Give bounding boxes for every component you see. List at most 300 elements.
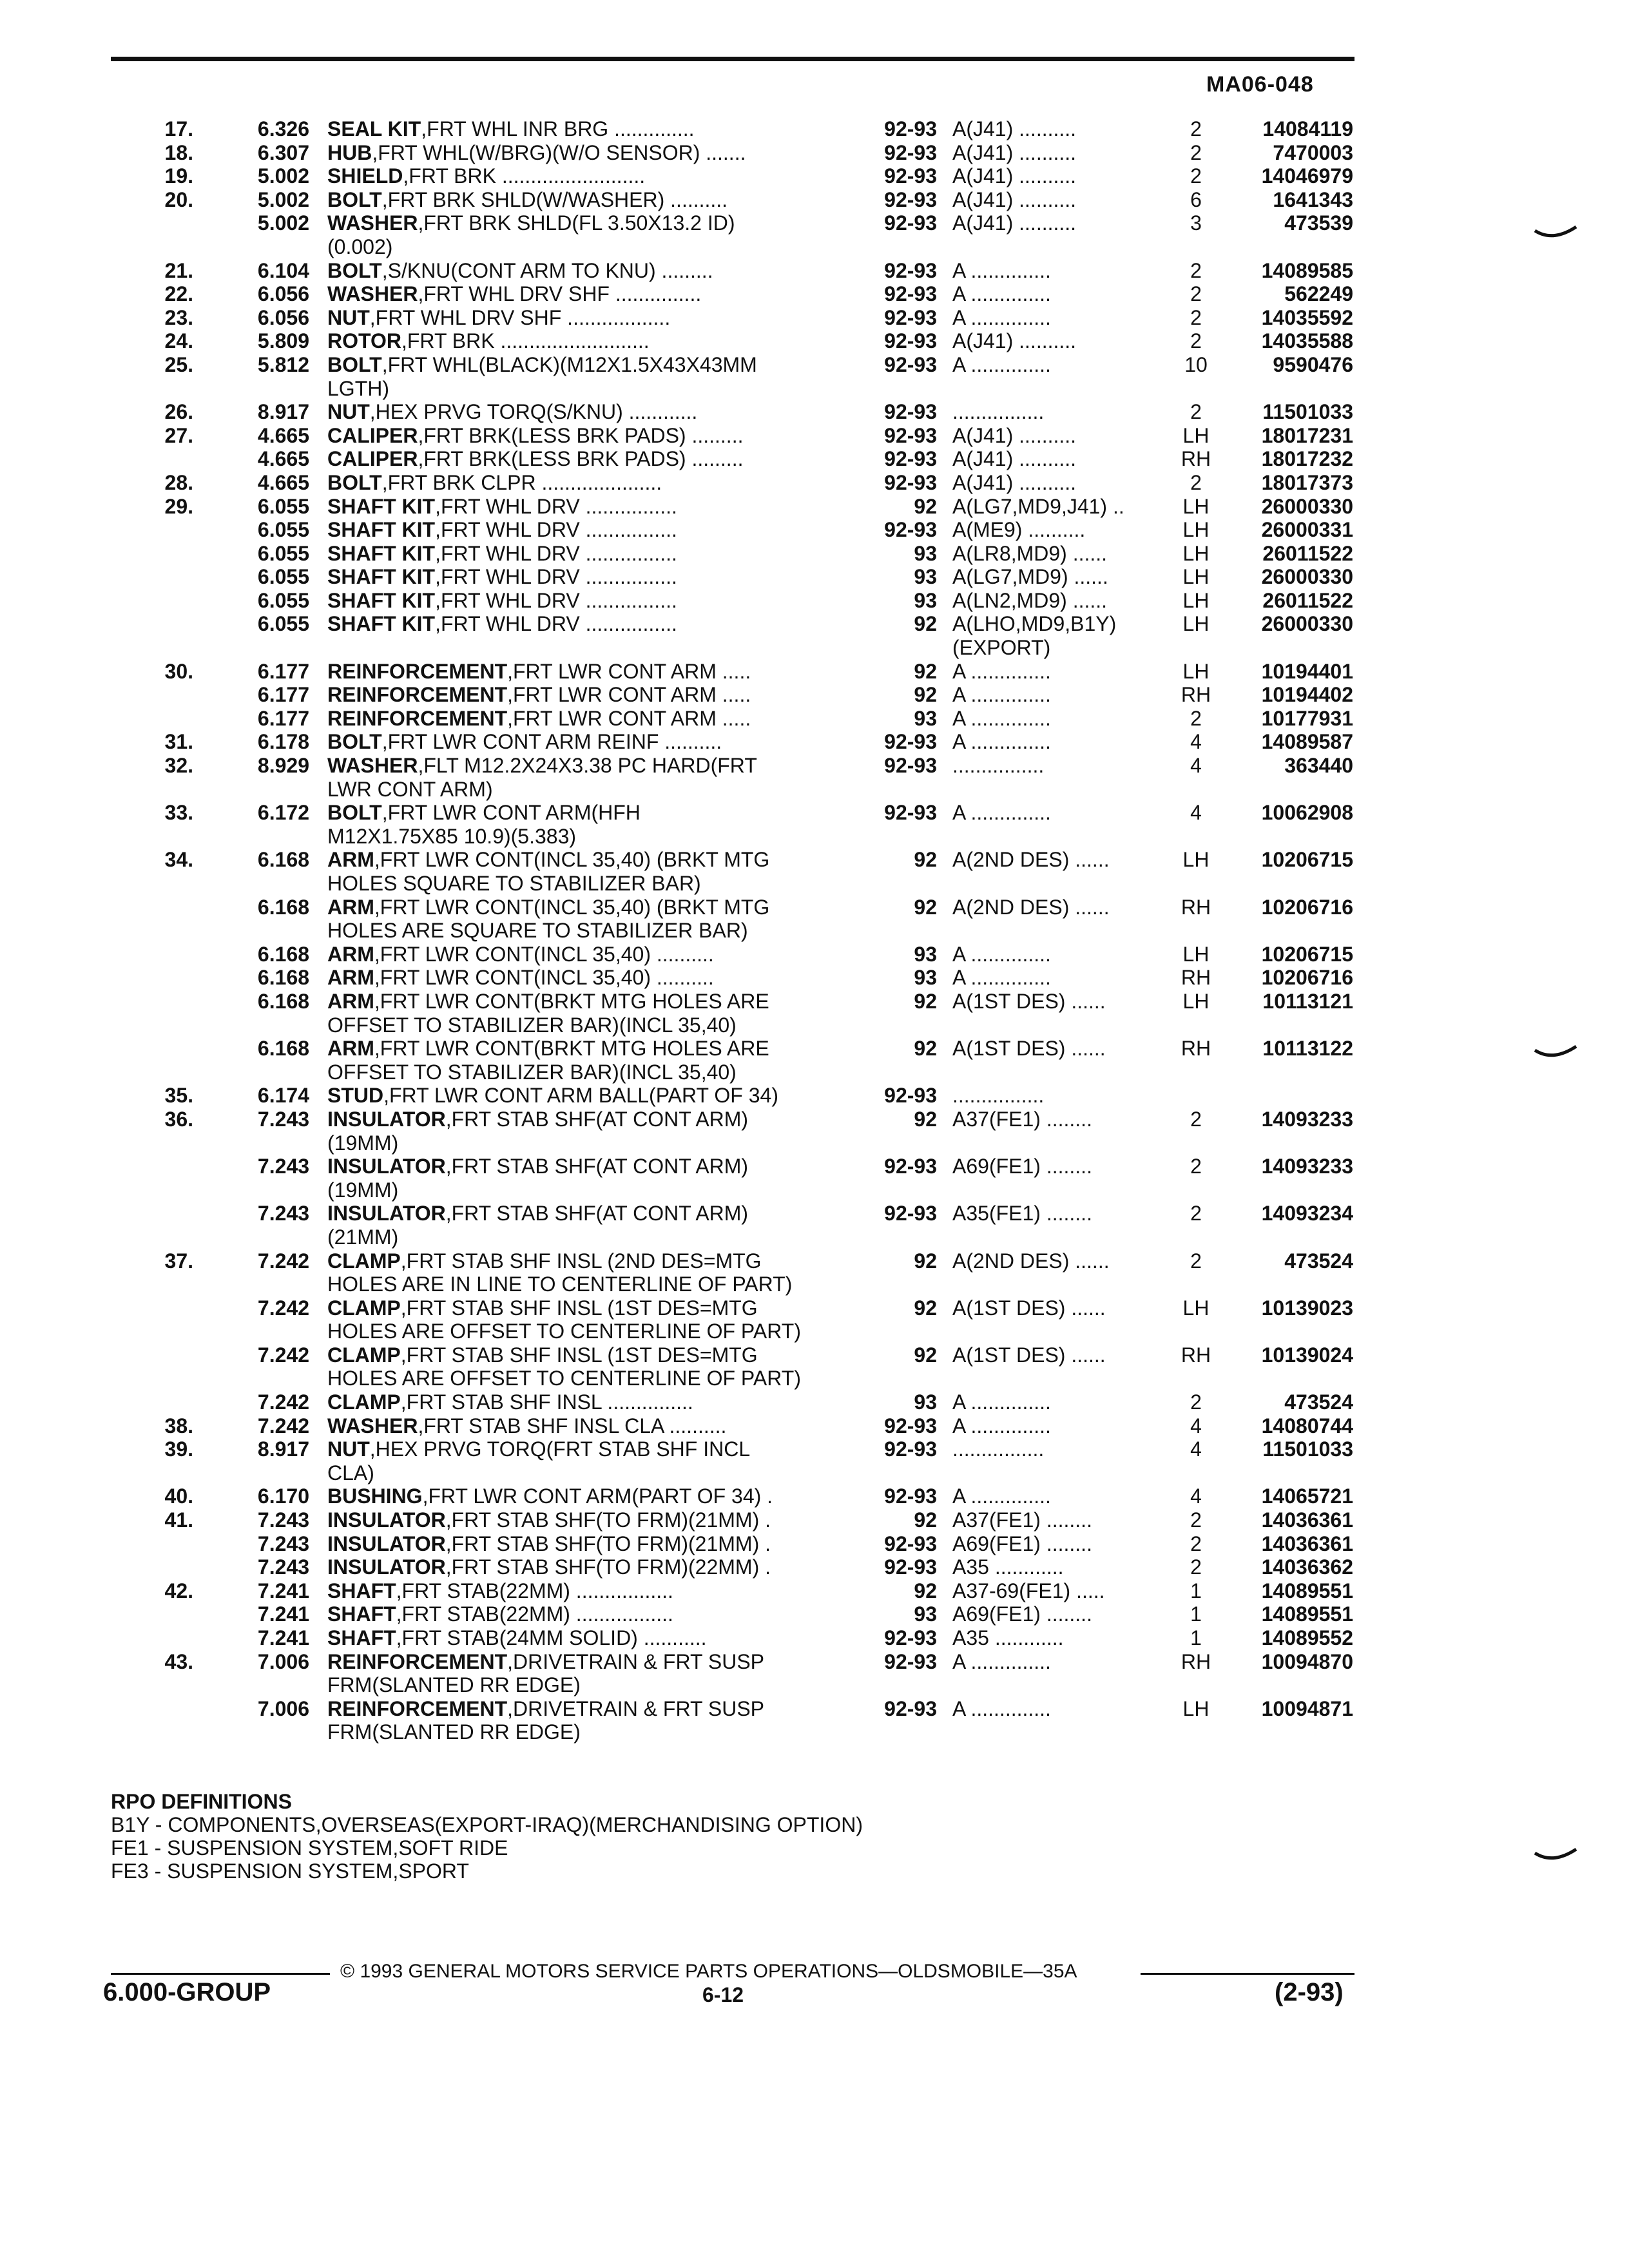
part-name: BOLT <box>327 730 382 754</box>
part-detail: ,FRT LWR CONT(BRKT MTG HOLES ARE <box>374 989 769 1013</box>
part-row <box>0 1131 1629 1155</box>
part-number: 10113122 <box>1262 1037 1353 1061</box>
part-number: 14093234 <box>1261 1202 1353 1225</box>
part-row <box>0 707 1629 731</box>
part-description <box>327 164 645 188</box>
application: A .............. <box>952 706 1051 730</box>
copyright-text: © 1993 GENERAL MOTORS SERVICE PARTS OPERATIONS—OLDSMOBILE—35A <box>340 1961 1077 1982</box>
model-years: 93 <box>914 1390 937 1414</box>
part-number: 14035588 <box>1261 329 1353 353</box>
group-number: 5.002 <box>257 164 309 188</box>
part-description <box>327 542 677 566</box>
part-detail: ,FRT LWR CONT(INCL 35,40) (BRKT MTG <box>374 848 770 872</box>
application: A(LN2,MD9) ...... <box>952 588 1108 612</box>
part-number: 10062908 <box>1261 801 1353 825</box>
part-description <box>327 1508 771 1532</box>
part-row <box>0 1225 1629 1249</box>
quantity: LH <box>1182 423 1210 447</box>
application: A37-69(FE1) ..... <box>952 1579 1105 1602</box>
group-number: 7.243 <box>257 1555 309 1579</box>
ref-number: 21. <box>164 258 193 282</box>
part-detail: HOLES ARE OFFSET TO CENTERLINE OF PART) <box>327 1367 801 1390</box>
application: A(LHO,MD9,B1Y) <box>952 612 1117 636</box>
part-detail: ,FRT BRK .......................... <box>401 329 650 353</box>
part-row <box>0 825 1629 849</box>
rpo-definitions <box>111 1790 863 1883</box>
part-number: 10139023 <box>1261 1296 1353 1320</box>
part-number: 11501033 <box>1262 400 1353 424</box>
part-description <box>327 1437 750 1461</box>
part-row <box>0 565 1629 589</box>
part-detail: ,FRT WHL DRV ................ <box>435 541 677 565</box>
part-row <box>0 754 1629 778</box>
part-number: 14089551 <box>1261 1602 1353 1626</box>
part-name: WASHER <box>327 211 418 235</box>
part-name: ARM <box>327 966 374 990</box>
part-row <box>0 1485 1629 1508</box>
quantity: RH <box>1181 1037 1211 1061</box>
part-detail: ,FRT LWR CONT ARM ..... <box>507 683 751 707</box>
rpo-line: B1Y - COMPONENTS,OVERSEAS(EXPORT-IRAQ)(MERCHANDISING OPTION) <box>111 1813 863 1836</box>
model-years: 92-93 <box>884 470 937 494</box>
quantity: 4 <box>1190 754 1202 778</box>
application: A(J41) .......... <box>952 187 1077 211</box>
part-name: ROTOR <box>327 329 401 353</box>
ref-number: 22. <box>164 282 193 306</box>
part-number: 26000330 <box>1261 612 1353 636</box>
group-number: 7.241 <box>257 1602 309 1626</box>
footer-rule-right <box>1141 1973 1354 1975</box>
part-name: ARM <box>327 848 374 872</box>
application: A(J41) .......... <box>952 329 1077 353</box>
ref-number: 33. <box>164 801 193 825</box>
part-row <box>0 1461 1629 1485</box>
group-number: 7.006 <box>257 1696 309 1720</box>
application: A(J41) .......... <box>952 447 1077 471</box>
model-years: 92 <box>914 1107 937 1131</box>
part-description <box>327 1673 581 1697</box>
model-years: 92-93 <box>884 1155 937 1178</box>
part-description <box>327 424 743 448</box>
part-detail: ,HEX PRVG TORQ(FRT STAB SHF INCL <box>369 1437 751 1461</box>
part-number: 14089587 <box>1261 730 1353 754</box>
model-years: 93 <box>914 706 937 730</box>
ref-number: 37. <box>164 1249 193 1273</box>
application: A .............. <box>952 1485 1051 1508</box>
part-row <box>0 1367 1629 1390</box>
model-years: 92-93 <box>884 518 937 542</box>
ref-number: 20. <box>164 187 193 211</box>
part-description <box>327 754 757 778</box>
part-row <box>0 612 1629 636</box>
ref-number: 25. <box>164 352 193 376</box>
model-years: 92-93 <box>884 258 937 282</box>
part-detail: ,FRT STAB SHF INSL ............... <box>400 1390 693 1414</box>
part-description <box>327 306 670 330</box>
part-name: CLAMP <box>327 1296 401 1320</box>
part-description <box>327 1202 748 1225</box>
group-number: 6.056 <box>257 305 309 329</box>
quantity: LH <box>1182 848 1210 872</box>
part-description <box>327 1249 762 1273</box>
group-number: 7.243 <box>257 1155 309 1178</box>
quantity: 1 <box>1190 1602 1202 1626</box>
part-name: SEAL KIT <box>327 117 421 140</box>
part-description <box>327 1602 673 1626</box>
part-name: INSULATOR <box>327 1555 446 1579</box>
ref-number: 42. <box>164 1579 193 1602</box>
part-number: 14036361 <box>1261 1508 1353 1532</box>
rpo-line: FE1 - SUSPENSION SYSTEM,SOFT RIDE <box>111 1836 508 1860</box>
quantity: 2 <box>1190 1555 1202 1579</box>
part-description <box>327 1390 693 1414</box>
ref-number: 19. <box>164 164 193 188</box>
part-number: 14093233 <box>1261 1155 1353 1178</box>
application: A .............. <box>952 966 1051 990</box>
model-years: 92 <box>914 1579 937 1602</box>
part-detail: HOLES SQUARE TO STABILIZER BAR) <box>327 872 701 895</box>
part-detail: CLA) <box>327 1461 374 1485</box>
quantity: 2 <box>1190 117 1202 140</box>
part-name: WASHER <box>327 754 418 778</box>
group-number: 7.243 <box>257 1532 309 1555</box>
part-row <box>0 1673 1629 1697</box>
quantity: LH <box>1182 989 1210 1013</box>
model-years: 92-93 <box>884 305 937 329</box>
application: A35(FE1) ........ <box>952 1202 1092 1225</box>
part-row <box>0 1626 1629 1650</box>
part-number: 10206715 <box>1261 848 1353 872</box>
group-number: 6.168 <box>257 942 309 966</box>
part-number: 10206715 <box>1261 942 1353 966</box>
quantity: RH <box>1181 683 1211 707</box>
part-number: 14036361 <box>1261 1532 1353 1555</box>
group-number: 6.168 <box>257 848 309 872</box>
part-number: 473524 <box>1284 1390 1353 1414</box>
part-row <box>0 329 1629 353</box>
part-row <box>0 1296 1629 1320</box>
application: A(J41) .......... <box>952 211 1077 235</box>
part-number: 18017231 <box>1261 423 1353 447</box>
quantity: 2 <box>1190 1155 1202 1178</box>
quantity: 2 <box>1190 706 1202 730</box>
part-detail: HOLES ARE SQUARE TO STABILIZER BAR) <box>327 919 748 943</box>
application: ................ <box>952 1437 1045 1461</box>
part-row <box>0 1014 1629 1037</box>
margin-check-mark <box>1534 1045 1579 1062</box>
application: A69(FE1) ........ <box>952 1532 1092 1555</box>
part-detail: ,FRT STAB(22MM) ................. <box>396 1602 673 1626</box>
part-description <box>327 1178 398 1202</box>
part-description <box>327 141 746 165</box>
part-description <box>327 400 697 424</box>
part-description <box>327 1485 773 1508</box>
part-description <box>327 495 677 519</box>
part-description <box>327 188 728 212</box>
group-number: 6.056 <box>257 282 309 306</box>
part-detail: ,FRT WHL INR BRG .............. <box>421 117 695 140</box>
part-name: CALIPER <box>327 423 418 447</box>
part-row <box>0 636 1629 660</box>
model-years: 92 <box>914 612 937 636</box>
part-row <box>0 683 1629 707</box>
part-number: 14093233 <box>1261 1107 1353 1131</box>
part-name: CLAMP <box>327 1249 401 1273</box>
model-years: 92 <box>914 989 937 1013</box>
group-number: 8.929 <box>257 754 309 778</box>
group-number: 6.055 <box>257 518 309 542</box>
model-years: 92-93 <box>884 1626 937 1649</box>
part-description <box>327 896 769 919</box>
group-number: 6.177 <box>257 659 309 683</box>
quantity: RH <box>1181 895 1211 919</box>
part-number: 14036362 <box>1261 1555 1353 1579</box>
part-number: 10177931 <box>1261 706 1353 730</box>
application: A(LG7,MD9) ...... <box>952 565 1108 589</box>
ref-number: 35. <box>164 1084 193 1108</box>
part-number: 10094870 <box>1261 1649 1353 1673</box>
part-description <box>327 1650 764 1674</box>
rpo-line: FE3 - SUSPENSION SYSTEM,SPORT <box>111 1860 469 1883</box>
part-name: NUT <box>327 400 370 424</box>
date-code: (2-93) <box>1275 1978 1344 2006</box>
part-row <box>0 1437 1629 1461</box>
part-number: 1641343 <box>1273 187 1353 211</box>
part-description <box>327 1720 581 1744</box>
ref-number: 30. <box>164 659 193 683</box>
part-number: 473524 <box>1284 1249 1353 1273</box>
part-name: CALIPER <box>327 447 418 471</box>
part-detail: ,S/KNU(CONT ARM TO KNU) ......... <box>381 258 713 282</box>
part-detail: ,FRT WHL DRV SHF .................. <box>369 305 671 329</box>
model-years: 92-93 <box>884 754 937 778</box>
part-detail: ,FRT WHL DRV ................ <box>435 612 677 636</box>
application: A35 ............ <box>952 1555 1064 1579</box>
part-name: REINFORCEMENT <box>327 1649 508 1673</box>
rpo-title: RPO DEFINITIONS <box>111 1790 292 1813</box>
model-years: 92-93 <box>884 1532 937 1555</box>
part-name: SHAFT KIT <box>327 612 436 636</box>
ref-number: 27. <box>164 423 193 447</box>
part-name: CLAMP <box>327 1343 401 1367</box>
part-number: 363440 <box>1284 754 1353 778</box>
part-detail: HOLES ARE OFFSET TO CENTERLINE OF PART) <box>327 1320 801 1343</box>
model-years: 92-93 <box>884 1485 937 1508</box>
part-row <box>0 589 1629 613</box>
part-description <box>327 1555 771 1579</box>
part-description <box>327 1367 801 1390</box>
model-years: 92-93 <box>884 1555 937 1579</box>
part-name: SHAFT KIT <box>327 565 436 589</box>
model-years: 93 <box>914 1602 937 1626</box>
application: ................ <box>952 754 1045 778</box>
group-number: 6.170 <box>257 1485 309 1508</box>
quantity: LH <box>1182 588 1210 612</box>
quantity: 4 <box>1190 1485 1202 1508</box>
quantity: 4 <box>1190 801 1202 825</box>
quantity: 2 <box>1190 140 1202 164</box>
part-row <box>0 1084 1629 1108</box>
application: A(ME9) .......... <box>952 518 1086 542</box>
ref-number: 18. <box>164 140 193 164</box>
group-number: 5.809 <box>257 329 309 353</box>
group-number: 6.055 <box>257 541 309 565</box>
part-description <box>327 1014 737 1037</box>
model-years: 92-93 <box>884 1414 937 1437</box>
part-detail: ,FRT STAB SHF INSL (2ND DES=MTG <box>400 1249 762 1273</box>
part-row <box>0 188 1629 212</box>
group-number: 6.307 <box>257 140 309 164</box>
part-detail: ,FRT LWR CONT(INCL 35,40) .......... <box>374 942 714 966</box>
application: A(LG7,MD9,J41) .. <box>952 494 1124 518</box>
group-number: 6.055 <box>257 612 309 636</box>
quantity: 2 <box>1190 1202 1202 1225</box>
application: A .............. <box>952 1696 1051 1720</box>
application: A(LR8,MD9) ...... <box>952 541 1108 565</box>
model-years: 92-93 <box>884 1437 937 1461</box>
part-detail: ,FLT M12.2X24X3.38 PC HARD(FRT <box>418 754 757 778</box>
application: A37(FE1) ........ <box>952 1107 1092 1131</box>
model-years: 92-93 <box>884 1696 937 1720</box>
part-row <box>0 400 1629 424</box>
part-detail: ,FRT BRK ......................... <box>403 164 646 188</box>
application: A(J41) .......... <box>952 470 1077 494</box>
group-number: 7.243 <box>257 1202 309 1225</box>
part-number: 14080744 <box>1261 1414 1353 1437</box>
part-detail: ,FRT STAB SHF INSL (1ST DES=MTG <box>400 1343 758 1367</box>
part-number: 26000330 <box>1261 494 1353 518</box>
quantity: 4 <box>1190 1414 1202 1437</box>
part-description <box>327 1461 374 1485</box>
part-name: BOLT <box>327 258 382 282</box>
group-number: 7.242 <box>257 1296 309 1320</box>
model-years: 92 <box>914 848 937 872</box>
part-row <box>0 1249 1629 1273</box>
part-row <box>0 306 1629 330</box>
part-detail: (21MM) <box>327 1225 399 1249</box>
ref-number: 24. <box>164 329 193 353</box>
quantity: 2 <box>1190 329 1202 353</box>
quantity: RH <box>1181 966 1211 990</box>
model-years: 92-93 <box>884 801 937 825</box>
parts-list <box>0 117 1629 1744</box>
part-detail: (0.002) <box>327 235 393 258</box>
part-description <box>327 211 735 235</box>
part-name: SHAFT KIT <box>327 541 436 565</box>
part-detail: ,FRT LWR CONT ARM BALL(PART OF 34) <box>383 1084 778 1108</box>
model-years: 92-93 <box>884 187 937 211</box>
part-row <box>0 424 1629 448</box>
part-row <box>0 990 1629 1014</box>
part-description <box>327 471 662 495</box>
part-row <box>0 1061 1629 1084</box>
part-description <box>327 589 677 613</box>
part-description <box>327 1225 398 1249</box>
part-detail: ,FRT STAB SHF(TO FRM)(21MM) . <box>445 1532 771 1555</box>
part-description <box>327 990 769 1014</box>
application: A .............. <box>952 942 1051 966</box>
part-row <box>0 1108 1629 1131</box>
application: A35 ............ <box>952 1626 1064 1649</box>
part-number: 10206716 <box>1261 966 1353 990</box>
part-detail: (19MM) <box>327 1178 399 1202</box>
part-row <box>0 353 1629 377</box>
part-row <box>0 1320 1629 1343</box>
part-name: BUSHING <box>327 1485 423 1508</box>
application: A(2ND DES) ...... <box>952 1249 1110 1273</box>
part-description <box>327 1155 748 1178</box>
model-years: 92 <box>914 659 937 683</box>
part-name: INSULATOR <box>327 1508 446 1532</box>
ref-number: 40. <box>164 1485 193 1508</box>
part-name: SHAFT KIT <box>327 588 436 612</box>
part-name: CLAMP <box>327 1390 401 1414</box>
part-description <box>327 707 751 731</box>
part-detail: ,FRT WHL DRV ................ <box>435 494 677 518</box>
quantity: 2 <box>1190 1249 1202 1273</box>
group-number: 6.055 <box>257 494 309 518</box>
part-description <box>327 1037 769 1061</box>
quantity: 2 <box>1190 1508 1202 1532</box>
ref-number: 28. <box>164 470 193 494</box>
part-detail: ,FRT BRK SHLD(FL 3.50X13.2 ID) <box>418 211 735 235</box>
group-number: 6.178 <box>257 730 309 754</box>
part-name: INSULATOR <box>327 1202 446 1225</box>
part-description <box>327 1414 726 1438</box>
part-description <box>327 1296 758 1320</box>
group-number: 6.168 <box>257 966 309 990</box>
model-years: 92-93 <box>884 211 937 235</box>
quantity: 2 <box>1190 282 1202 306</box>
quantity: 1 <box>1190 1626 1202 1649</box>
application: A(1ST DES) ...... <box>952 1037 1106 1061</box>
part-detail: ,FRT LWR CONT ARM(PART OF 34) . <box>422 1485 773 1508</box>
part-description <box>327 518 677 542</box>
application: A(2ND DES) ...... <box>952 895 1110 919</box>
part-detail: ,FRT STAB SHF(TO FRM)(21MM) . <box>445 1508 771 1532</box>
part-number: 18017232 <box>1261 447 1353 471</box>
part-row <box>0 1720 1629 1744</box>
part-detail: ,FRT WHL DRV ................ <box>435 565 677 589</box>
part-detail: LGTH) <box>327 376 389 400</box>
part-row <box>0 1037 1629 1061</box>
part-name: WASHER <box>327 282 418 306</box>
part-name: SHAFT <box>327 1579 396 1602</box>
part-detail: FRM(SLANTED RR EDGE) <box>327 1673 581 1697</box>
ref-number: 43. <box>164 1649 193 1673</box>
part-description <box>327 1532 771 1556</box>
ref-number: 34. <box>164 848 193 872</box>
part-detail: ,FRT STAB SHF INSL CLA .......... <box>418 1414 727 1437</box>
application: A .............. <box>952 730 1051 754</box>
part-number: 14035592 <box>1261 305 1353 329</box>
part-name: WASHER <box>327 1414 418 1437</box>
quantity: LH <box>1182 494 1210 518</box>
part-detail: ,FRT LWR CONT ARM ..... <box>507 659 751 683</box>
part-number: 14089585 <box>1261 258 1353 282</box>
margin-check-mark <box>1534 1848 1579 1865</box>
part-description <box>327 329 650 353</box>
part-row <box>0 1273 1629 1296</box>
quantity: 2 <box>1190 1107 1202 1131</box>
part-description <box>327 1061 737 1084</box>
ref-number: 31. <box>164 730 193 754</box>
part-detail: ,FRT STAB SHF INSL (1ST DES=MTG <box>400 1296 758 1320</box>
application: A .............. <box>952 305 1051 329</box>
quantity: RH <box>1181 1649 1211 1673</box>
group-number: 6.326 <box>257 117 309 140</box>
part-name: ARM <box>327 1037 374 1061</box>
